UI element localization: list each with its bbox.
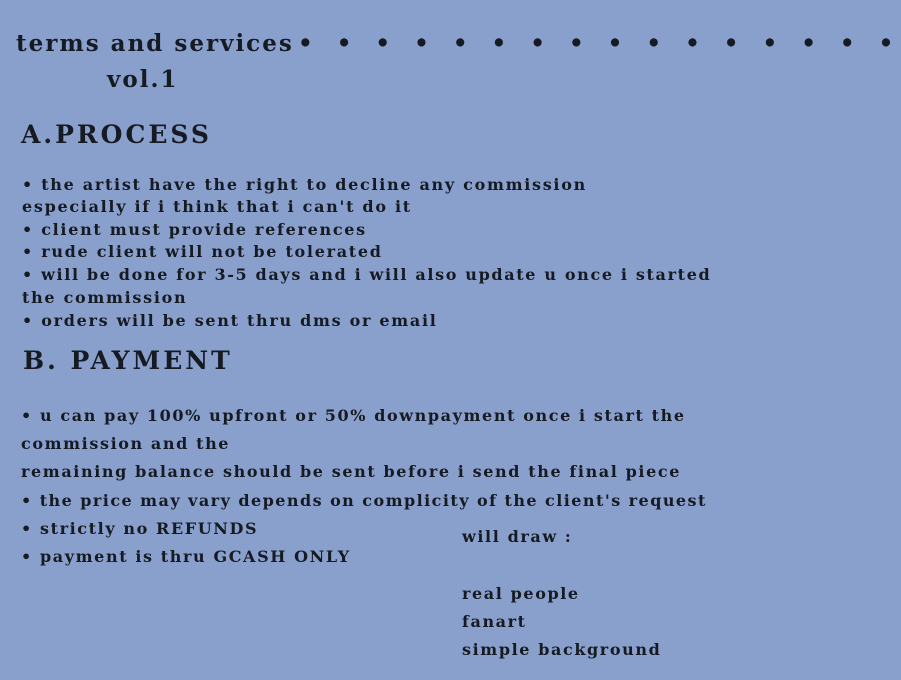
process-line: the commission [22,288,188,307]
process-line: • orders will be sent thru dms or email [22,311,438,330]
payment-line: • the price may vary depends on complicity of the client's request [21,491,707,510]
payment-line: • payment is thru GCASH ONLY [21,547,351,566]
process-line: • will be done for 3-5 days and i will also update u once i started [22,265,712,284]
volume-label: vol.1 [107,66,179,93]
process-line: • client must provide references [22,220,367,239]
payment-line: • u can pay 100% upfront or 50% downpayment once i start the [21,406,686,425]
process-heading: A.PROCESS [21,120,212,149]
will-draw-item: simple background [462,640,662,659]
process-line: especially if i think that i can't do it [22,197,412,216]
page-title: terms and services [16,30,294,57]
process-line: • the artist have the right to decline any commission [22,175,587,194]
payment-line: • strictly no REFUNDS [21,519,259,538]
title-dots-decoration: • • • • • • • • • • • • • • • • [298,30,901,57]
payment-heading: B. PAYMENT [23,346,233,375]
payment-line: remaining balance should be sent before i send the final piece [21,462,681,481]
will-draw-item: fanart [462,612,527,631]
will-draw-item: real people [462,584,580,603]
payment-line: commission and the [21,434,231,453]
process-line: • rude client will not be tolerated [22,242,383,261]
will-draw-label: will draw : [462,527,573,546]
